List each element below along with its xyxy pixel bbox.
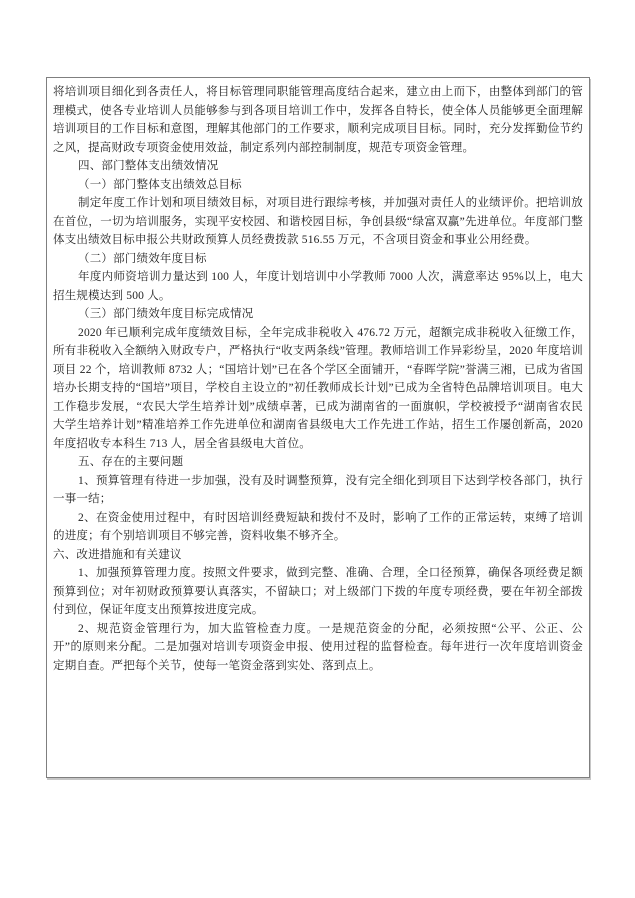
section-heading: （一）部门整体支出绩效总目标 xyxy=(78,178,242,191)
section-heading: （二）部门绩效年度目标 xyxy=(78,252,207,265)
paragraph: 1、预算管理有待进一步加强，没有及时调整预算，没有完全细化到项目下达到学校各部门，执行一事一结； xyxy=(53,474,583,505)
paragraph: 2、在资金使用过程中，有时因培训经费短缺和拨付不及时，影响了工作的正常运转，束缚了培训的进度；有个别培训项目不够完善，资料收集不够齐全。 xyxy=(53,511,583,542)
section-heading: 六、改进措施和有关建议 xyxy=(53,548,182,561)
section-heading: （三）部门绩效年度目标完成情况 xyxy=(78,308,254,320)
paragraph: 1、加强预算管理力度。按照文件要求，做到完整、准确、合理，全口径预算，确保各项经费足额预算到位；对年初财政预算要认真落实，不留缺口；对上级部门下拨的年度专项经费，要在年初全部拨付到位，保证年度支出预算按进度完成。 xyxy=(53,567,583,616)
section-heading: 四、部门整体支出绩效情况 xyxy=(78,160,219,172)
paragraph: 制定年度工作计划和项目绩效目标，对项目进行跟综考核，并加强对责任人的业绩评价。把培训放在首位，一切为培训服务，实现平安校园、和谐校园目标，争创县级“绿富双赢”先进单位。年度部门整体支出绩效目标申报公共财政预算人员经费拨款 516.55 万元，不含项目资金和事业公用经费。 xyxy=(53,197,583,246)
section-heading: 五、存在的主要问题 xyxy=(78,456,184,468)
paragraph: 2、规范资金管理行为，加大监管检查力度。一是规范资金的分配，必须按照“公平、公正、公开”的原则来分配。二是加强对培训专项资金申报、使用过程的监督检查。每年进行一次年度培训资金定期自查。严把每个关节，使每一笔资金落到实处、落到点上。 xyxy=(53,622,583,672)
paragraph: 年度内师资培训力量达到 100 人，年度计划培训中小学教师 7000 人次，满意率达 95%以上，电大招生规模达到 500 人。 xyxy=(53,271,583,302)
paragraph: 2020 年已顺利完成年度绩效目标，全年完成非税收入 476.72 万元，超额完成非税收入征缴工作，所有非税收入全额纳入财政专户，严格执行“收支两条线”管理。教师培训工作异彩纷呈，2020 年度培训项目 22 个，培训教师 8732 人；“国培计划”已在各个学区全面铺开，“春晖学院”誉满三湘，已成为省国培办长期支持的“国培”项目，学校自主设立的”初任教师成长计划”已成为全省特色品牌培训项目。电大工作稳步发展，“农民大学生培养计划”成绩卓著，已成为湖南省的一面旗帜，学校被授予“湖南省农民大学生培养计划”精准培养工作先进单位和湖南省县级电大工作先进工作站，招生工作屡创新高，2020 年度招收专本科生 713 人，居全省县级电大首位。 xyxy=(53,326,583,450)
document-content-box xyxy=(46,77,590,778)
paragraph: 将培训项目细化到各责任人，将目标管理同职能管理高度结合起来，建立由上而下，由整体到部门的管理模式，使各专业培训人员能够参与到各项目培训工作中，发挥各自特长，使全体人员能够更全面理解培训项目的工作目标和意图，理解其他部门的工作要求，顺利完成项目目标。同时，充分发挥勤俭节约之风，提高财政专项资金使用效益，制定系列内部控制制度，规范专项资金管理。 xyxy=(53,86,583,154)
